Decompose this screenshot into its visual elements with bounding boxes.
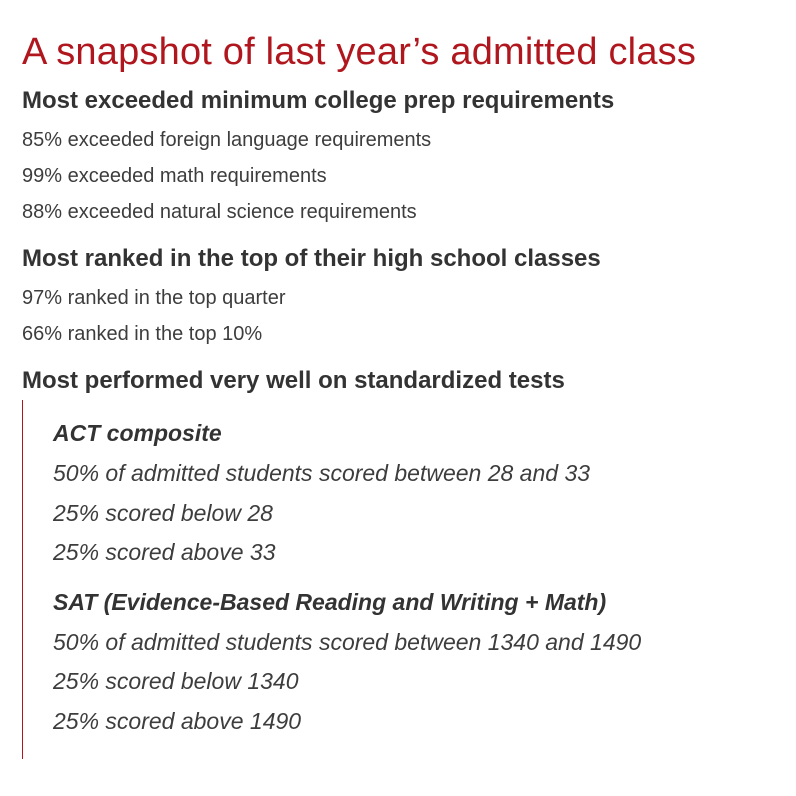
act-heading: ACT composite [53, 420, 222, 446]
list-item: 50% of admitted students scored between 1340 and 1490 [53, 628, 642, 655]
list-item: 97% ranked in the top quarter [22, 287, 286, 309]
test-scores-blockquote [22, 400, 753, 759]
act-list [53, 454, 753, 573]
list-item: 88% exceeded natural science requirements [22, 201, 417, 223]
list-item: 25% scored below 28 [53, 499, 273, 526]
list-item: 99% exceeded math requirements [22, 165, 327, 187]
list-item: 50% of admitted students scored between 28 and 33 [53, 460, 591, 486]
list-item: 25% scored above 33 [53, 539, 276, 565]
list-item: 66% ranked in the top 10% [22, 323, 263, 345]
section-heading-class-rank: Most ranked in the top of their high school classes [22, 245, 601, 272]
page-title: A snapshot of last year’s admitted class [22, 31, 697, 73]
sat-heading: SAT (Evidence-Based Reading and Writing + Math) [53, 588, 607, 615]
sat-list [53, 623, 753, 742]
college-prep-list [22, 122, 796, 230]
list-item: 25% scored above 1490 [53, 707, 302, 734]
list-item: 25% scored below 1340 [53, 668, 299, 694]
section-heading-standardized-tests: Most performed very well on standardized tests [22, 367, 565, 394]
section-heading-college-prep: Most exceeded minimum college prep requirements [22, 87, 615, 114]
list-item: 85% exceeded foreign language requirements [22, 129, 432, 151]
class-rank-list [22, 280, 796, 352]
